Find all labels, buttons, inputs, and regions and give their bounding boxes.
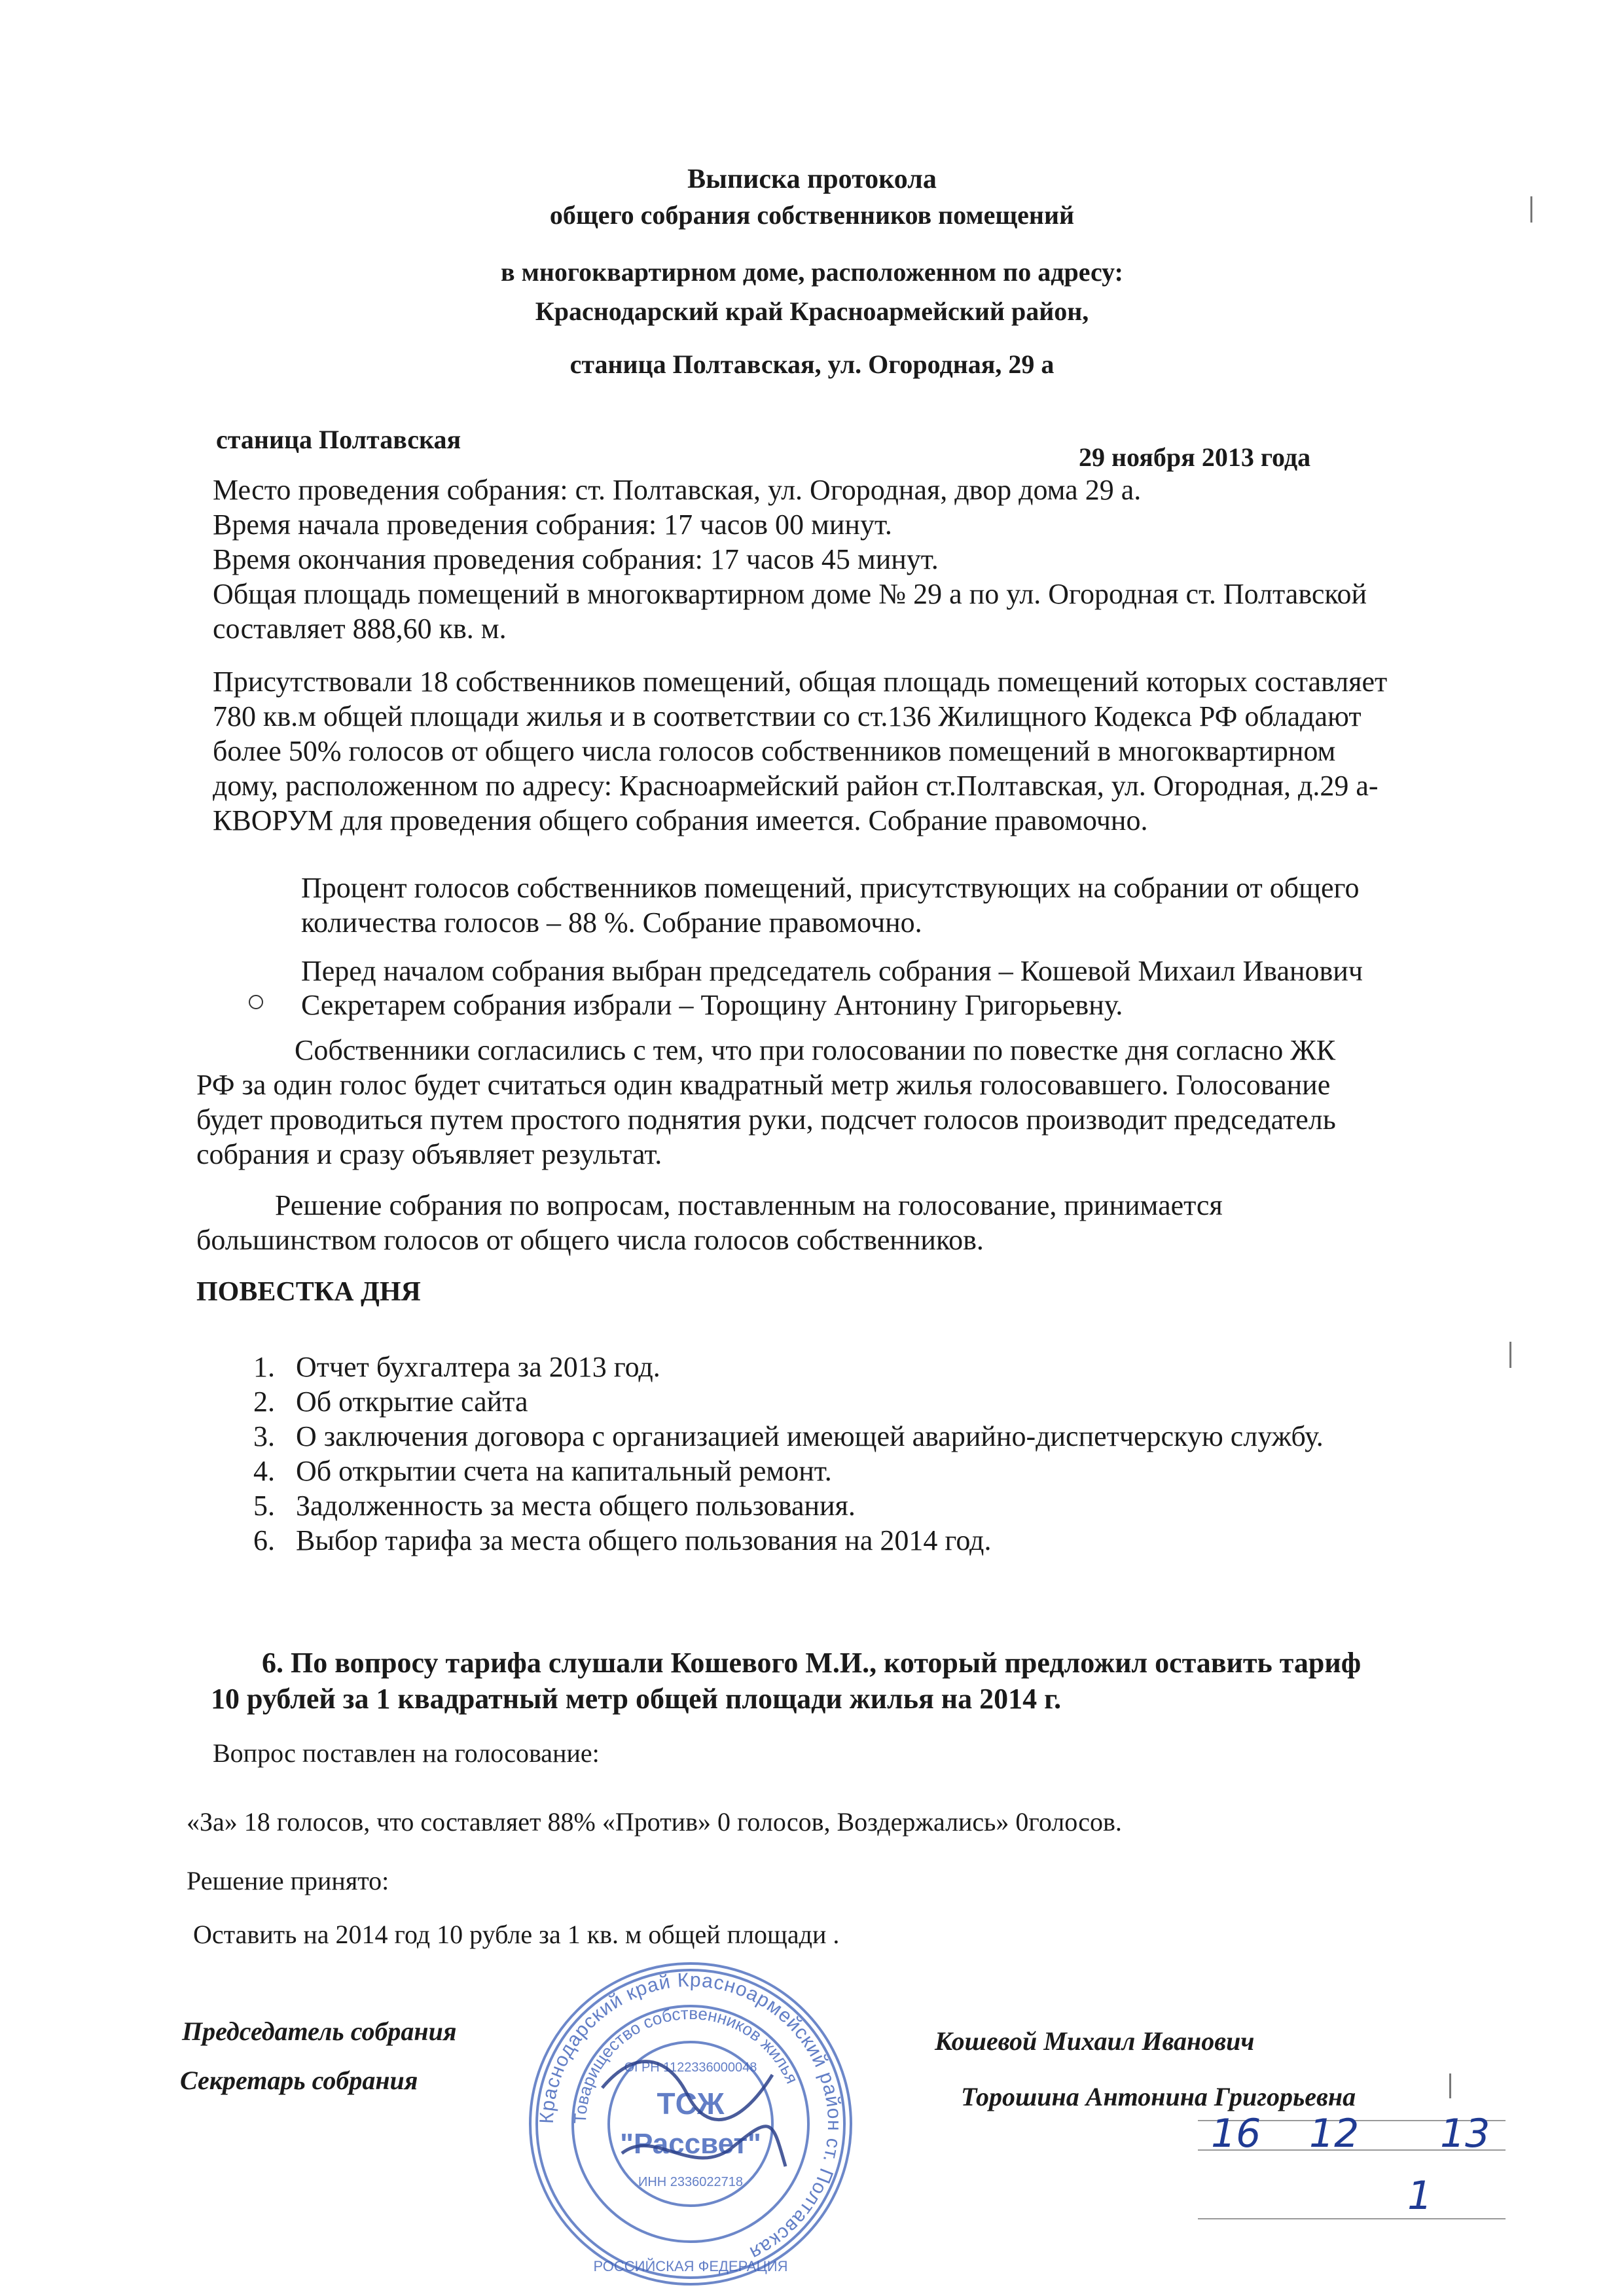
svg-text:1: 1	[1407, 2173, 1433, 2219]
meeting-info	[213, 473, 1564, 646]
organization-stamp	[524, 1957, 857, 2291]
svg-text:13: 13	[1440, 2111, 1490, 2157]
svg-text:Краснодарский край Красноармей: Краснодарский край Красноармейский район ст. Полтавская	[535, 1969, 846, 2265]
secretary-election: Секретарем собрания избрали – Торощину Антонину Григорьевну.	[301, 989, 1123, 1021]
chair-name: Кошевой Михаил Иванович	[935, 2026, 1255, 2056]
svg-text:ИНН 2336022718: ИНН 2336022718	[638, 2175, 744, 2189]
agreement-line: собрания и сразу объявляет результат.	[196, 1138, 662, 1170]
agreement-line: Собственники согласились с тем, что при голосовании по повестке дня согласно ЖК	[295, 1034, 1336, 1066]
quorum-line: 780 кв.м общей площади жилья и в соответствии со ст.136 Жилищного Кодекса РФ обладают	[213, 700, 1362, 732]
svg-text:ОГРН 1122336000048: ОГРН 1122336000048	[624, 2060, 757, 2075]
item6-line-1: 6. По вопросу тарифа слушали Кошевого М.И., который предложил оставить тариф	[262, 1647, 1362, 1679]
percent-paragraph	[301, 870, 1564, 940]
vote-result: «За» 18 голосов, что составляет 88% «Против» 0 голосов, Воздержались» 0голосов.	[187, 1807, 1122, 1837]
info-line: Место проведения собрания: ст. Полтавская, ул. Огородная, двор дома 29 а.	[213, 474, 1142, 506]
svg-text:16: 16	[1211, 2111, 1261, 2157]
decision-text: Оставить на 2014 год 10 рубле за 1 кв. м общей площади .	[193, 1920, 840, 1949]
scan-mark	[1530, 196, 1532, 223]
title-line-3: в многоквартирном доме, расположенном по адресу:	[501, 257, 1123, 287]
scan-mark	[1509, 1342, 1511, 1368]
svg-text:12: 12	[1309, 2111, 1360, 2157]
secretary-signature-label: Секретарь собрания	[180, 2066, 418, 2095]
quorum-line: более 50% голосов от общего числа голосов собственников помещений в многоквартирном	[213, 735, 1336, 767]
quorum-line: дому, расположенном по адресу: Красноармейский район ст.Полтавская, ул. Огородная, д.29 а-	[213, 770, 1379, 802]
agenda-item: 5. Задолженность за места общего пользования.	[253, 1490, 856, 1522]
item6-line-2: 10 рублей за 1 квадратный метр общей площади жилья на 2014 г.	[211, 1683, 1062, 1715]
percent-line: количества голосов – 88 %. Собрание правомочно.	[301, 906, 922, 939]
decision-label: Решение принято:	[187, 1866, 389, 1895]
decision-rule-line: Решение собрания по вопросам, поставленным на голосование, принимается	[275, 1189, 1223, 1221]
scan-mark	[1449, 2073, 1451, 2098]
info-line: Время начала проведения собрания: 17 часов 00 минут.	[213, 509, 892, 541]
quorum-line: КВОРУМ для проведения общего собрания имеется. Собрание правомочно.	[213, 804, 1148, 836]
agreement-line: будет проводиться путем простого поднятия руки, подсчет голосов производит председатель	[196, 1103, 1336, 1136]
info-line: составляет 888,60 кв. м.	[213, 613, 507, 645]
quorum-paragraph	[213, 664, 1564, 838]
svg-text:ТСЖ: ТСЖ	[657, 2087, 725, 2121]
decision-rule-line: большинством голосов от общего числа голосов собственников.	[196, 1224, 984, 1256]
agenda-item: 3. О заключения договора с организацией имеющей аварийно-диспетчерскую службу.	[253, 1420, 1324, 1452]
quorum-line: Присутствовали 18 собственников помещений, общая площадь помещений которых составляет	[213, 666, 1388, 698]
agenda-item: 1. Отчет бухгалтера за 2013 год.	[253, 1351, 660, 1383]
voting-agreement	[196, 1033, 1564, 1172]
meeting-place: станица Полтавская	[216, 425, 461, 454]
svg-text:"Рассвет": "Рассвет"	[620, 2128, 761, 2160]
agenda-list	[229, 1350, 1324, 1558]
document-title: Выписка протокола	[687, 164, 937, 194]
agenda-item: 4. Об открытии счета на капитальный ремонт.	[253, 1455, 832, 1487]
meeting-date: 29 ноября 2013 года	[1079, 442, 1311, 472]
secretary-name: Торошина Антонина Григорьевна	[961, 2082, 1356, 2111]
percent-line: Процент голосов собственников помещений, присутствующих на собрании от общего	[301, 872, 1360, 904]
svg-text:Товарищество собственников жил: Товарищество собственников жилья	[569, 2003, 803, 2125]
agenda-item: 6. Выбор тарифа за места общего пользования на 2014 год.	[253, 1524, 992, 1556]
agenda-item: 2. Об открытие сайта	[253, 1386, 528, 1418]
title-line-5: станица Полтавская, ул. Огородная, 29 а	[569, 350, 1055, 379]
chair-signature-label: Председатель собрания	[182, 2017, 457, 2046]
title-line-2: общего собрания собственников помещений	[549, 200, 1075, 230]
decision-rule	[196, 1188, 1551, 1257]
svg-text:РОССИЙСКАЯ ФЕДЕРАЦИЯ: РОССИЙСКАЯ ФЕДЕРАЦИЯ	[593, 2258, 788, 2274]
agenda-title: ПОВЕСТКА ДНЯ	[196, 1277, 421, 1307]
title-line-4: Краснодарский край Красноармейский район,	[535, 296, 1089, 326]
vote-intro: Вопрос поставлен на голосование:	[213, 1738, 600, 1768]
info-line: Общая площадь помещений в многоквартирном доме № 29 а по ул. Огородная ст. Полтавской	[213, 578, 1367, 610]
handwritten-date	[1198, 2101, 1506, 2232]
bullet-circle-icon	[249, 995, 263, 1009]
agreement-line: РФ за один голос будет считаться один квадратный метр жилья голосовавшего. Голосование	[196, 1069, 1331, 1101]
chair-election: Перед началом собрания выбран председатель собрания – Кошевой Михаил Иванович	[301, 955, 1363, 987]
info-line: Время окончания проведения собрания: 17 часов 45 минут.	[213, 543, 939, 575]
